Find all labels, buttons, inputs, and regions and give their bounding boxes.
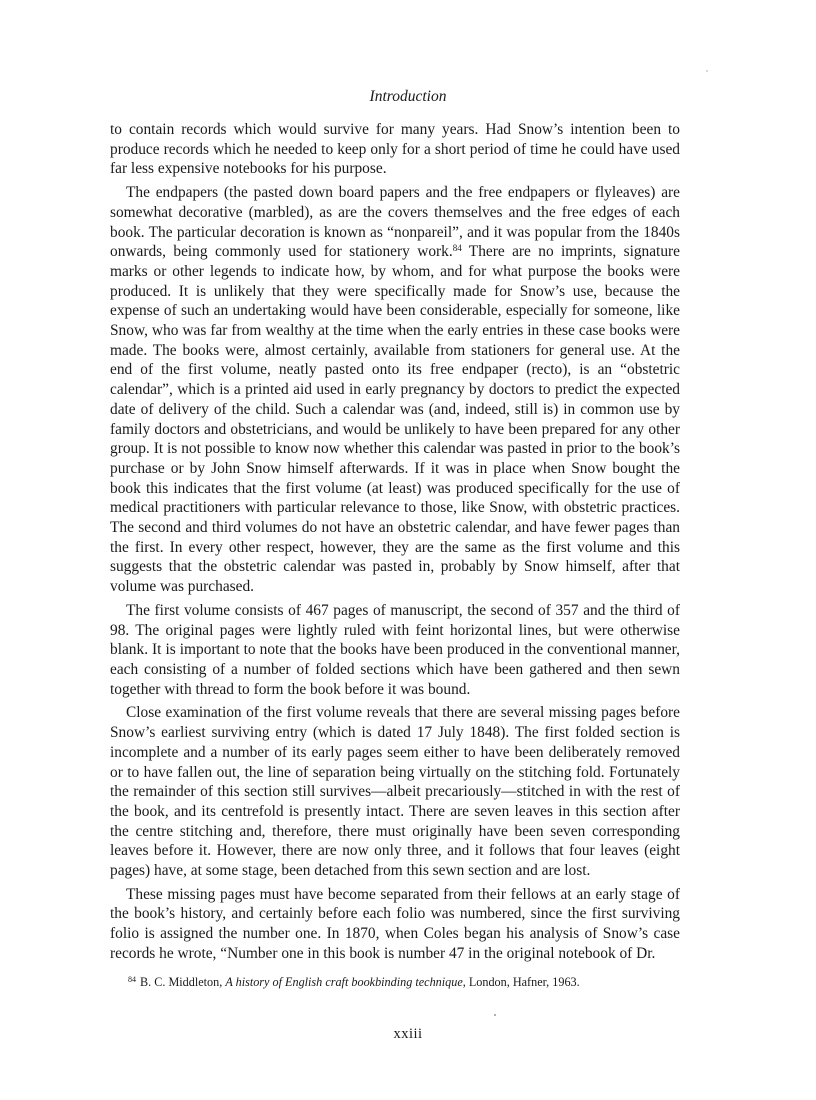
paper-speck — [494, 1014, 496, 1016]
page-number: xxiii — [393, 1026, 423, 1042]
paragraph-2-part-a: The endpapers (the pasted down board papers and the free endpapers or flyleaves) are somewhat decorative (marbled), as are the covers themselves and the free edges of each book. The particular decoration is known as “nonpareil”, and it was popular from the 1840s onwards, being commonly used for stationery work. — [110, 184, 680, 261]
paragraph-5: These missing pages must have become separated from their fellows at an early stage of the book’s history, and certainly before each folio was numbered, since the first surviving folio is assigned the number one. In 1870, when Coles began his analysis of Snow’s case records he wrote, “Number one in this book is number 47 in the original notebook of Dr. — [110, 885, 680, 962]
footnote-mark: 84 — [128, 975, 136, 984]
paragraph-1: to contain records which would survive for many years. Had Snow’s intention been to produce records which he needed to keep only for a short period of time he could have used far less expensive notebooks for his purpose. — [110, 121, 680, 178]
footnote-author: B. C. Middleton, — [140, 975, 223, 989]
footnote-reference: 84 — [452, 243, 462, 254]
body-text — [110, 120, 680, 968]
footnote-title: A history of English craft bookbinding technique — [225, 975, 463, 989]
footnote — [128, 972, 688, 990]
paragraph-3: The first volume consists of 467 pages of manuscript, the second of 357 and the third of 98. The original pages were lightly ruled with feint horizontal lines, but were otherwise blank. It is important to note that the books have been produced in the conventional manner, each consisting of a number of folded sections which have been gathered and then sewn together with thread to form the book before it was bound. — [110, 601, 680, 698]
paragraph-4: Close examination of the first volume reveals that there are several missing pages before Snow’s earliest surviving entry (which is dated 17 July 1848). The first folded section is incomplete and a number of its early pages seem either to have been deliberately removed or to have fallen out, the line of separation being virtually on the stitching fold. Fortunately the remainder of this section still survives—albeit precariously—stitched in with the rest of the book, and its centrefold is presently intact. There are seven leaves in this section after the centre stitching and, therefore, there must originally have been seven corresponding leaves before it. However, there are now only three, and it follows that four leaves (eight pages) have, at some stage, been detached from this sewn section and are lost. — [110, 704, 680, 880]
paragraph-2-part-b: There are no imprints, signature marks or other legends to indicate how, by whom, and for what purpose the books were produced. It is unlikely that they were specifically made for Snow’s use, because the expense of such an undertaking would have been considerable, especially for someone, like Snow, who was far from wealthy at the time when the early entries in these case books were made. The books were, almost certainly, available from stationers for general use. At the end of the first volume, neatly pasted onto its free endpaper (recto), is an “obstetric calendar”, which is a printed aid used in early pregnancy by doctors to predict the expected date of delivery of the child. Such a calendar was (and, indeed, still is) in common use by family doctors and obstetricians, and would be unlikely to have been prepared for any other group. It is not possible to know now whether this calendar was pasted in prior to the book’s purchase or by John Snow himself afterwards. If it was in place when Snow bought the book this indicates that the first volume (at least) was produced specifically for the use of medical practitioners with particular relevance to those, like Snow, with obstetric practices. The second and third volumes do not have an obstetric calendar, and have fewer pages than the first. In every other respect, however, they are the same as the first volume and this suggests that the obstetric calendar was pasted in, probably by Snow himself, after that volume was purchased. — [110, 243, 680, 596]
footnote-rest: , London, Hafner, 1963. — [462, 975, 580, 989]
paper-speck — [706, 70, 708, 72]
paragraph-2 — [110, 183, 680, 597]
running-header: Introduction — [369, 88, 447, 105]
